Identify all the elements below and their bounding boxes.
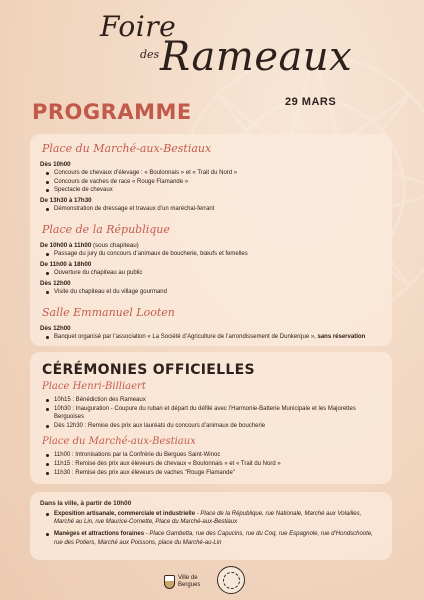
ceremony-list — [46, 451, 382, 477]
seal-logo — [217, 566, 245, 594]
title-des: des — [140, 48, 160, 61]
list-item — [46, 333, 382, 342]
time-label: De 10h00 à 11h00 — [40, 242, 92, 250]
banquet-note: sans réservation — [315, 334, 366, 341]
ville-logo-text — [178, 575, 200, 589]
title-rameaux: Rameaux — [160, 34, 353, 80]
time-slot: Dès 12h00 — [40, 279, 71, 287]
item-title: Exposition artisanale, commerciale et industrielle — [54, 511, 196, 517]
list-item — [46, 510, 382, 526]
list-item: Visite du chapiteau et du village gourmand — [46, 288, 382, 297]
list-item: Passage du jury du concours d’animaux de boucherie, bœufs et femelles — [46, 250, 382, 259]
crest-icon — [164, 575, 175, 589]
list-item: Ouverture du chapiteau au public — [46, 269, 382, 278]
place-salle-looten: Salle Emmanuel Looten — [42, 306, 175, 320]
ville-line1: Ville de — [178, 575, 198, 581]
ville-logo — [164, 571, 210, 593]
activity-list — [46, 333, 382, 342]
list-item: Spectacle de chevaux — [46, 186, 382, 195]
ceremony-list — [46, 396, 382, 430]
time-note: (sous chapiteau) — [91, 242, 139, 250]
list-item: 10h15 : Bénédiction des Rameaux — [46, 396, 382, 405]
activity-list — [46, 205, 382, 214]
ville-box — [30, 492, 392, 560]
item-title: Manèges et attractions foraines — [54, 531, 145, 538]
title-foire: Foire — [100, 10, 177, 43]
ville-line2: Bergues — [178, 582, 201, 588]
time-slot: Dès 12h00 — [40, 325, 71, 333]
time-slot: De 13h30 à 17h30 — [40, 196, 92, 204]
list-item: Démonstration de dressage et travaux d’un maréchal-ferrant — [46, 205, 382, 214]
place-republique: Place de la République — [42, 223, 170, 237]
item-locations: - Place de la République, rue Nationale, Marché aux Volailles, Marché au Lin, rue Maurice-Cornette, Place du Marché-aux-Bestiaux — [54, 511, 362, 526]
activity-list — [46, 169, 382, 195]
event-date: 29 MARS — [285, 96, 337, 108]
list-item: Concours de chevaux d’élevage : « Boulonnais » et « Trait du Nord » — [46, 169, 382, 178]
list-item: Concours de vaches de race « Rouge Flamande » — [46, 178, 382, 187]
activity-list — [46, 250, 382, 259]
list-item: 11h30 : Remise des prix aux éleveurs de vaches "Rouge Flamande" — [46, 469, 382, 478]
programme-heading: PROGRAMME — [32, 100, 192, 124]
list-item: 10h30 : Inauguration - Coupure du ruban et départ du défilé avec l’Harmonie-Batterie Municipale et les Majorettes Berguoises — [46, 405, 382, 422]
footer — [0, 565, 424, 595]
time-slot: Dès 10h00 — [40, 161, 71, 168]
time-slot: De 11h00 à 18h00 — [40, 260, 92, 268]
list-item — [46, 530, 382, 546]
activity-list — [46, 288, 382, 297]
ville-intro: Dans la ville, à partir de 10h00 — [40, 500, 132, 507]
banquet-text: Banquet organisé par l’association « La Société d’Agriculture de l’arrondissement de Dunkerque », — [54, 334, 316, 341]
list-item: 11h00 : Intronisations par la Confrérie du Bergues Saint-Winoc — [46, 451, 382, 460]
ceremonies-box — [30, 352, 392, 484]
time-slot — [40, 242, 382, 249]
place-marche-bestiaux-2: Place du Marché-aux-Bestiaux — [42, 436, 196, 448]
activity-list — [46, 269, 382, 278]
ceremonies-title: CÉRÉMONIES OFFICIELLES — [42, 362, 255, 378]
list-item: 11h15 : Remise des prix aux éleveurs de chevaux « Boulonnais » et « Trait du Nord » — [46, 460, 382, 469]
ville-list — [46, 510, 382, 547]
place-marche-bestiaux: Place du Marché-aux-Bestiaux — [42, 142, 212, 155]
programme-box — [30, 134, 392, 346]
list-item: Dès 12h30 : Remise des prix aux lauréats du concours d’animaux de boucherie — [46, 422, 382, 431]
item-locations: - Place Gambetta, rue des Capucins, rue du Coq, rue Espagnole, rue d’Hondschoote, rue des Potiers, Marché aux Poissons, place du Marché-au-Lin — [54, 531, 373, 546]
place-henri-billiaert: Place Henri-Billiaert — [42, 381, 146, 392]
